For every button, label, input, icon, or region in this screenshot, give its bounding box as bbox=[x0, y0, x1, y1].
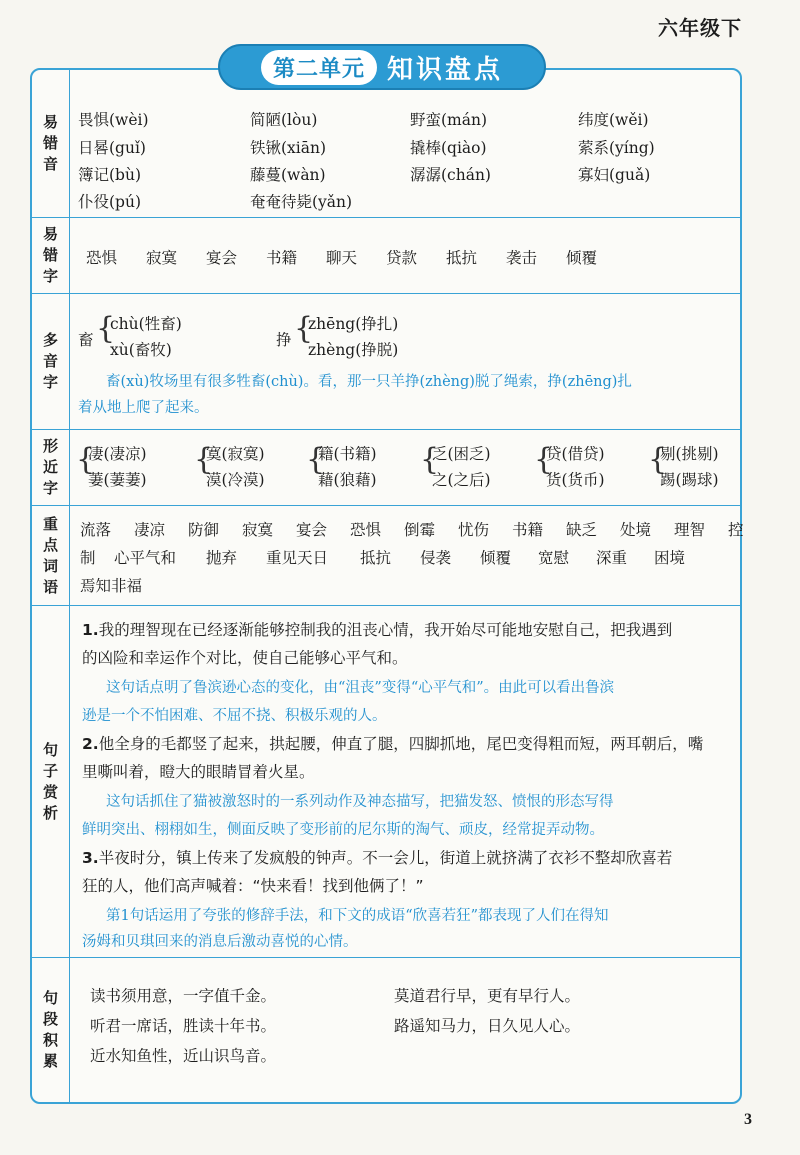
quote-item: 读书须用意，一字值千金。 bbox=[90, 987, 277, 1005]
section-label: 易 错 字 bbox=[32, 218, 70, 293]
sentence-analysis: 这句话点明了鲁滨逊心态的变化，由“沮丧”变得“心平气和”。由此可以看出鲁滨 bbox=[106, 680, 615, 696]
vocab-word: 寂寞 bbox=[242, 521, 274, 539]
quote-item: 路遥知马力，日久见人心。 bbox=[394, 1017, 581, 1035]
polyphone-reading: xù(畜牧) bbox=[110, 341, 172, 359]
brace-icon: { bbox=[96, 311, 116, 346]
vocab-word: 控 bbox=[728, 521, 744, 539]
similar-char: 凄(凄凉) bbox=[88, 445, 147, 463]
section-similar bbox=[32, 430, 740, 506]
brace-icon: { bbox=[306, 442, 326, 477]
char-item: 恐惧 bbox=[86, 249, 118, 267]
char-item: 袭击 bbox=[506, 249, 538, 267]
sentence-line: 1.我的理智现在已经逐渐能够控制我的沮丧心情，我开始尽可能地安慰自己，把我遇到 bbox=[82, 621, 673, 639]
sentence-analysis: 汤姆和贝琪回来的消息后激动喜悦的心情。 bbox=[82, 934, 358, 950]
char-item: 书籍 bbox=[266, 249, 298, 267]
banner-unit-label: 第二单元 bbox=[261, 50, 377, 85]
vocab-word: 恐惧 bbox=[350, 521, 382, 539]
sentence-analysis: 逊是一个不怕困难、不屈不挠、积极乐观的人。 bbox=[82, 708, 387, 724]
brace-icon: { bbox=[76, 442, 96, 477]
polyphone-reading: zhèng(挣脱) bbox=[308, 341, 399, 359]
pron-item: 畏惧(wèi) bbox=[78, 111, 149, 129]
polyphone-example: 着从地上爬了起来。 bbox=[78, 400, 209, 416]
similar-char: 藉(狼藉) bbox=[318, 471, 377, 489]
vocab-word: 处境 bbox=[620, 521, 652, 539]
section-sentences bbox=[32, 606, 740, 958]
char-item: 寂寞 bbox=[146, 249, 178, 267]
vocab-word: 理智 bbox=[674, 521, 706, 539]
section-characters bbox=[32, 218, 740, 294]
vocab-word: 困境 bbox=[654, 549, 686, 567]
pron-item: 潺潺(chán) bbox=[410, 166, 491, 184]
sentence-line: 里嘶叫着，瞪大的眼睛冒着火星。 bbox=[82, 763, 315, 781]
polyphone-char: 畜 bbox=[78, 331, 94, 349]
similar-char: 贷(借贷) bbox=[546, 445, 605, 463]
pron-item: 萦系(yíng) bbox=[578, 139, 655, 157]
polyphone-reading: chù(牲畜) bbox=[110, 315, 182, 333]
char-item: 倾覆 bbox=[566, 249, 598, 267]
pron-item: 日晷(guǐ) bbox=[78, 139, 146, 157]
quote-item: 听君一席话，胜读十年书。 bbox=[90, 1017, 277, 1035]
section-label: 句 段 积 累 bbox=[32, 958, 70, 1102]
brace-icon: { bbox=[648, 442, 668, 477]
quote-item: 莫道君行早，更有早行人。 bbox=[394, 987, 581, 1005]
section-label: 易 错 音 bbox=[32, 70, 70, 217]
pron-item: 奄奄待毙(yǎn) bbox=[250, 193, 353, 211]
brace-icon: { bbox=[294, 311, 314, 346]
grade-label: 六年级下 bbox=[658, 16, 742, 40]
similar-char: 踢(踢球) bbox=[660, 471, 719, 489]
similar-char: 之(之后) bbox=[432, 471, 491, 489]
pron-item: 纬度(wěi) bbox=[578, 111, 649, 129]
char-item: 抵抗 bbox=[446, 249, 478, 267]
vocab-word: 忧伤 bbox=[458, 521, 490, 539]
vocab-word: 制 bbox=[80, 549, 96, 567]
vocab-word: 倾覆 bbox=[480, 549, 512, 567]
unit-banner bbox=[218, 44, 546, 90]
similar-char: 漠(冷漠) bbox=[206, 471, 265, 489]
pron-item: 簿记(bù) bbox=[78, 166, 141, 184]
quote-item: 近水知鱼性，近山识鸟音。 bbox=[90, 1047, 277, 1065]
section-label: 多 音 字 bbox=[32, 294, 70, 429]
pron-item: 仆役(pú) bbox=[78, 193, 141, 211]
vocab-word: 抛弃 bbox=[206, 549, 238, 567]
pron-item: 野蛮(mán) bbox=[410, 111, 488, 129]
vocab-word: 凄凉 bbox=[134, 521, 166, 539]
vocab-word: 防御 bbox=[188, 521, 220, 539]
vocab-word: 书籍 bbox=[512, 521, 544, 539]
similar-char: 籍(书籍) bbox=[318, 445, 377, 463]
polyphone-reading: zhēng(挣扎) bbox=[308, 315, 399, 333]
vocab-word: 倒霉 bbox=[404, 521, 436, 539]
pron-item: 藤蔓(wàn) bbox=[250, 166, 326, 184]
vocab-word: 宴会 bbox=[296, 521, 328, 539]
char-item: 宴会 bbox=[206, 249, 238, 267]
pron-item: 简陋(lòu) bbox=[250, 111, 318, 129]
page-number: 3 bbox=[744, 1111, 752, 1128]
brace-icon: { bbox=[194, 442, 214, 477]
sentence-line: 狂的人，他们高声喊着：“快来看！找到他俩了！” bbox=[82, 877, 424, 895]
knowledge-table bbox=[30, 68, 742, 1104]
pron-item: 寡妇(guǎ) bbox=[578, 166, 651, 184]
sentence-analysis: 第1句话运用了夸张的修辞手法，和下文的成语“欣喜若狂”都表现了人们在得知 bbox=[106, 908, 609, 924]
sentence-line: 2.他全身的毛都竖了起来，拱起腰，伸直了腿，四脚抓地，尾巴变得粗而短，两耳朝后，嘴 bbox=[82, 735, 704, 753]
similar-char: 剔(挑剔) bbox=[660, 445, 719, 463]
pron-item: 撬棒(qiào) bbox=[410, 139, 487, 157]
vocab-word: 重见天日 bbox=[266, 549, 329, 567]
similar-char: 乏(困乏) bbox=[432, 445, 491, 463]
section-label: 句 子 赏 析 bbox=[32, 606, 70, 957]
section-label: 形 近 字 bbox=[32, 430, 70, 505]
vocab-word: 抵抗 bbox=[360, 549, 392, 567]
char-item: 贷款 bbox=[386, 249, 418, 267]
brace-icon: { bbox=[420, 442, 440, 477]
brace-icon: { bbox=[534, 442, 554, 477]
sentence-line: 的凶险和幸运作个对比，使自己能够心平气和。 bbox=[82, 649, 408, 667]
vocab-word: 宽慰 bbox=[538, 549, 570, 567]
vocab-word: 深重 bbox=[596, 549, 628, 567]
char-item: 聊天 bbox=[326, 249, 358, 267]
section-polyphone bbox=[32, 294, 740, 430]
similar-char: 货(货币) bbox=[546, 471, 605, 489]
banner-title: 知识盘点 bbox=[387, 54, 504, 85]
section-pronunciation bbox=[32, 70, 740, 218]
similar-char: 萋(萋萋) bbox=[88, 471, 147, 489]
vocab-word: 流落 bbox=[80, 521, 112, 539]
similar-char: 寞(寂寞) bbox=[206, 445, 265, 463]
section-quotes bbox=[32, 958, 740, 1102]
sentence-analysis: 这句话抓住了猫被激怒时的一系列动作及神态描写，把猫发怒、愤恨的形态写得 bbox=[106, 794, 614, 810]
section-label: 重 点 词 语 bbox=[32, 506, 70, 605]
vocab-word: 心平气和 bbox=[114, 549, 177, 567]
sentence-analysis: 鲜明突出、栩栩如生，侧面反映了变形前的尼尔斯的淘气、顽皮，经常捉弄动物。 bbox=[82, 822, 604, 838]
pron-item: 铁锹(xiān) bbox=[250, 139, 327, 157]
vocab-word: 侵袭 bbox=[420, 549, 452, 567]
sentence-line: 3.半夜时分，镇上传来了发疯般的钟声。不一会儿，街道上就挤满了衣衫不整却欣喜若 bbox=[82, 849, 673, 867]
section-vocab bbox=[32, 506, 744, 606]
vocab-word: 焉知非福 bbox=[80, 577, 143, 595]
polyphone-char: 挣 bbox=[276, 331, 292, 349]
polyphone-example: 畜(xù)牧场里有很多牲畜(chù)。看，那一只羊挣(zhèng)脱了绳索，挣(zhēng)扎 bbox=[106, 374, 632, 390]
vocab-word: 缺乏 bbox=[566, 521, 598, 539]
